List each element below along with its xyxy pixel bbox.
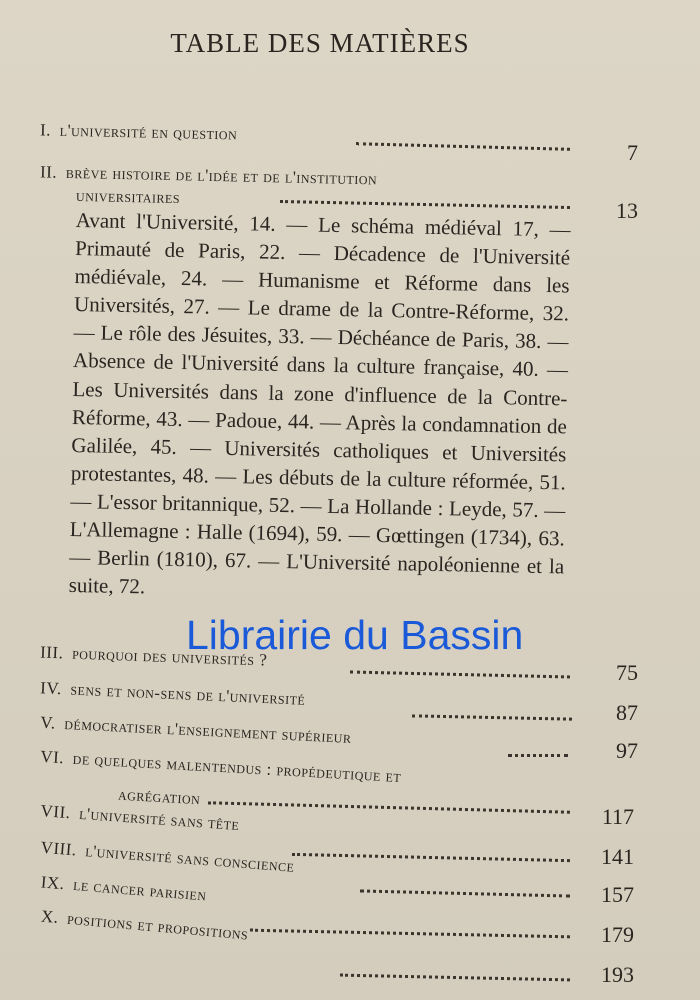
entry-page: 117 [601,804,634,829]
page-title: TABLE DES MATIÈRES [170,28,470,58]
entry-label: l'université sans tête [78,803,241,835]
entry-page: 87 [616,700,638,725]
entry-label: brève histoire de l'idée et de l'institution [65,162,378,189]
entry-number: V. [39,712,57,733]
entry-page: 157 [601,882,634,907]
entry-number: I. [39,120,52,140]
entry-page: 97 [616,738,638,763]
entry-label: l'université en question [59,120,238,144]
leader-dots [340,974,570,982]
entry-label: de quelques malentendus : propédeutique et [72,748,402,787]
entry-number: III. [39,642,64,663]
watermark-text: Librairie du Bassin [186,612,524,658]
entry-number: X. [40,906,60,927]
entry-number: IX. [40,872,66,894]
entry-number: IV. [39,678,63,699]
leader-dots [280,200,570,209]
entry-label-cont: agrégation [117,784,201,809]
entry-label: le cancer parisien [72,874,208,905]
leader-dots [508,754,568,757]
entry-page: 13 [616,198,638,223]
entry-label: sens et non-sens de l'université [70,679,306,709]
entry-number: VI. [39,746,65,768]
entry-number: II. [39,162,58,182]
entry-page: 179 [601,922,634,947]
entry-label: démocratiser l'enseignement supérieur [63,713,352,748]
entry-page: 7 [627,140,638,165]
chapter-summary: Avant l'Université, 14. — Le schéma médiéval 17, — Primauté de Paris, 22. — Décadence de l'Université médiévale, 24. — Humanisme et Réforme dans les Universités, 27. — Le drame de la Contre-Réforme, 32. — Le rôle des Jésuites, 33. — Déchéance de Paris, 38. — Absence de l'Université dans la culture française, 40. — Les Universités dans la zone d'influence de la Contre-Réforme, 43. — Padoue, 44. — Après la condamnation de Galilée, 45. — Universités catholiques et Universités protestantes, 48. — Les débuts de la culture réformée, 51. — L'essor britannique, 52. — La Hollande : Leyde, 57. — L'Allemagne : Halle (1694), 59. — Gœttingen (1734), 63. — Berlin (1810), 67. — L'Université napoléonienne et la suite, 72. [68,207,571,599]
entry-page: 193 [601,962,634,987]
entry-number: VIII. [40,837,78,860]
entry-label: positions et propositions [66,908,250,944]
entry-number: VII. [40,801,72,823]
entry-page: 75 [616,660,638,685]
entry-label: pourquoi des universités ? [71,643,268,670]
entry-label-cont: universitaires [75,185,181,208]
entry-label: l'université sans conscience [84,841,296,876]
leader-dots [208,801,570,813]
entry-page: 141 [601,844,634,869]
